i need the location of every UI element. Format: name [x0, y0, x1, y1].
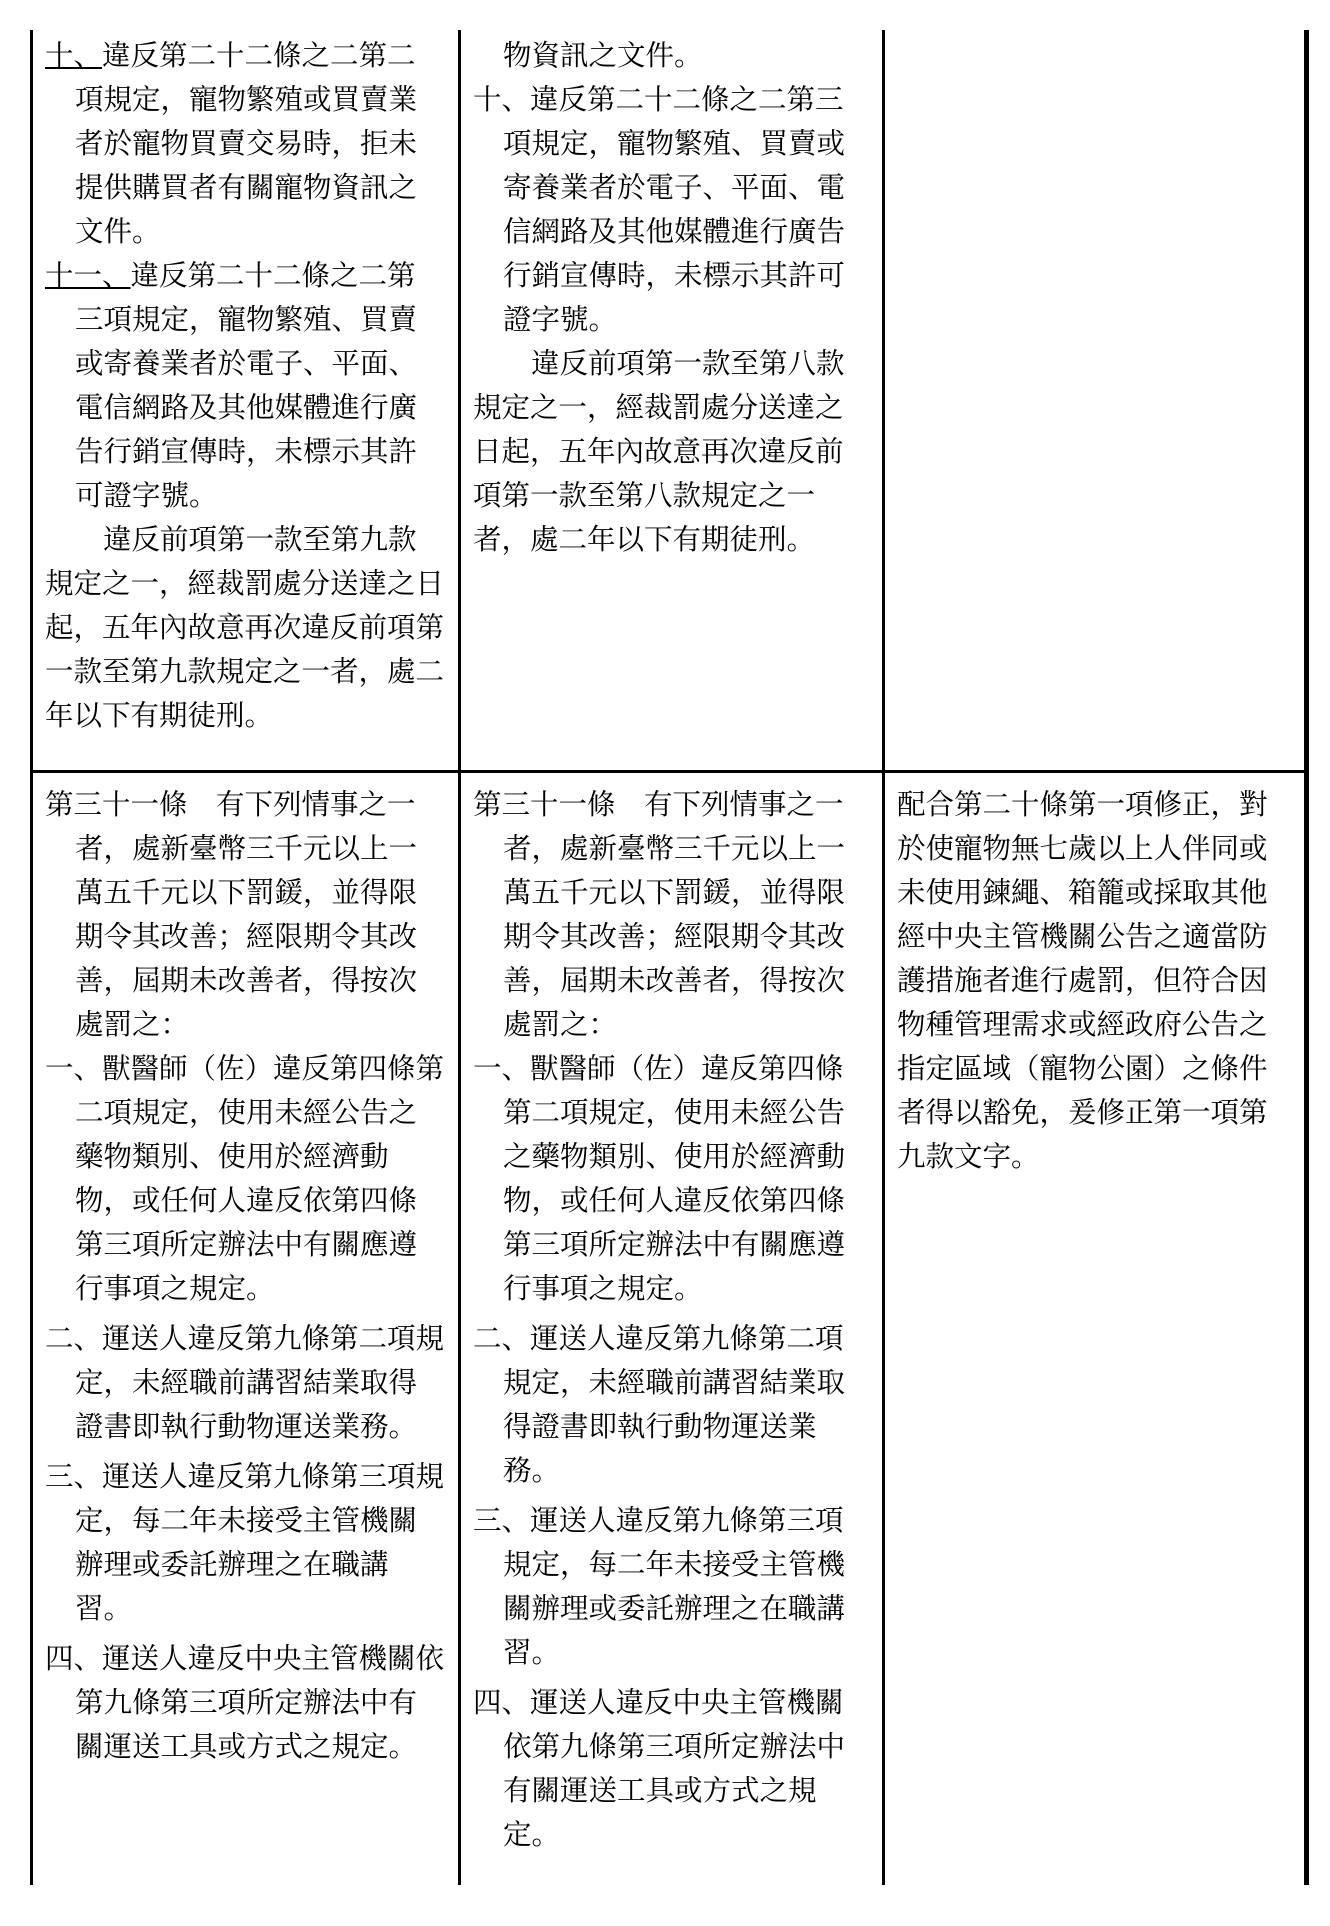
- list-item: 一、獸醫師（佐）違反第四條第二項規定，使用未經公告之藥物類別、使用於經濟動物，或任何人違反依第四條第三項所定辦法中有關應遵行事項之規定。: [45, 1052, 445, 1305]
- explanation-text: 配合第二十條第一項修正，對於使寵物無七歲以上人伴同或未使用鍊繩、箱籠或採取其他經中央主管機關公告之適當防護措施者進行處罰，但符合因物種管理需求或經政府公告之指定區域（寵物公園）之條件者得以豁免，爰修正第一項第九款文字。: [897, 788, 1268, 1173]
- explanation-cell: [884, 772, 1307, 1886]
- continued-text: 物資訊之文件。: [503, 39, 703, 72]
- table-row: [32, 30, 1307, 772]
- list-item: 一、獸醫師（佐）違反第四條第二項規定，使用未經公告之藥物類別、使用於經濟動物，或任何人違反依第四條第三項所定辦法中有關應遵行事項之規定。: [473, 1052, 846, 1305]
- list-item: 十、違反第二十二條之二第三項規定，寵物繁殖、買賣或寄養業者於電子、平面、電信網路及其他媒體進行廣告行銷宣傳時，未標示其許可證字號。: [473, 83, 846, 336]
- item-text: 違反第二十二條之二第二項規定，寵物繁殖或買賣業者於寵物買賣交易時，拒未提供購買者有關寵物資訊之文件。: [75, 39, 418, 248]
- list-item: 二、運送人違反第九條第二項規定，未經職前講習結業取得證書即執行動物運送業務。: [473, 1322, 846, 1487]
- amended-text-cell: [32, 772, 460, 1886]
- item-number: 十一、: [45, 259, 131, 292]
- article-heading: 第三十一條 有下列情事之一者，處新臺幣三千元以上一萬五千元以下罰鍰，並得限期令其改善；經限期令其改善，屆期未改善者，得按次處罰之：: [473, 788, 846, 1041]
- list-item: 三、運送人違反第九條第三項規定，每二年未接受主管機關辦理或委託辦理之在職講習。: [45, 1460, 445, 1625]
- amended-text-cell: [32, 30, 460, 772]
- current-text-cell: [460, 772, 884, 1886]
- list-item: 三、運送人違反第九條第三項規定，每二年未接受主管機關辦理或委託辦理之在職講習。: [473, 1504, 846, 1669]
- current-text-cell: [460, 30, 884, 772]
- article-heading: 第三十一條 有下列情事之一者，處新臺幣三千元以上一萬五千元以下罰鍰，並得限期令其改善；經限期令其改善，屆期未改善者，得按次處罰之：: [45, 788, 418, 1041]
- item-number: 十、: [45, 39, 103, 72]
- list-item: [45, 254, 444, 518]
- explanation-cell: [884, 30, 1307, 772]
- paragraph: 違反前項第一款至第九款規定之一，經裁罰處分送達之日起，五年內故意再次違反前項第一款至第九款規定之一者，處二年以下有期徒刑。: [45, 523, 445, 732]
- list-item: 四、運送人違反中央主管機關依第九條第三項所定辦法中有關運送工具或方式之規定。: [45, 1642, 445, 1763]
- paragraph: 違反前項第一款至第八款規定之一，經裁罰處分送達之日起，五年內故意再次違反前項第一款至第八款規定之一者，處二年以下有期徒刑。: [473, 347, 845, 556]
- list-item: 四、運送人違反中央主管機關依第九條第三項所定辦法中有關運送工具或方式之規定。: [473, 1686, 846, 1851]
- item-text: 違反第二十二條之二第三項規定，寵物繁殖、買賣或寄養業者於電子、平面、電信網路及其他媒體進行廣告行銷宣傳時，未標示其許可證字號。: [75, 259, 418, 512]
- amendment-comparison-table: [30, 30, 1309, 1885]
- list-item: [45, 34, 444, 254]
- list-item: 二、運送人違反第九條第二項規定，未經職前講習結業取得證書即執行動物運送業務。: [45, 1322, 445, 1443]
- table-row: [32, 772, 1307, 1886]
